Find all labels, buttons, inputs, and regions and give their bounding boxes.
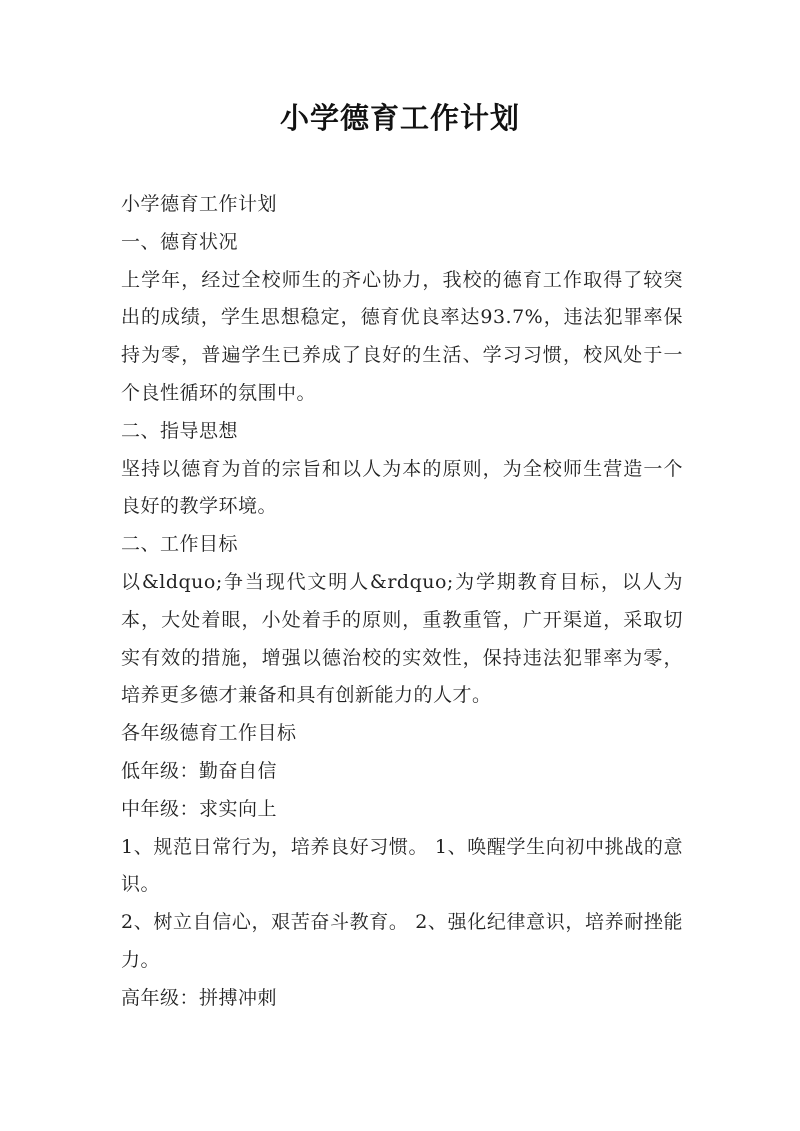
section-heading-status: 一、德育状况 — [121, 230, 239, 253]
paragraph-work-goals: 以&ldquo;争当现代文明人&rdquo;为学期教育目标，以人为本，大处着眼，小处着手的原则，重教重管，广开渠道，采取切实有效的措施，增强以德治校的实效性，保持违法犯罪率为零，培养更多德才兼备和具有创新能力的人才。 — [121, 570, 683, 707]
goal-item-1: 1、规范日常行为，培养良好习惯。 1、唤醒学生向初中挑战的意识。 — [121, 835, 683, 896]
document-body — [121, 186, 683, 1018]
subheading-grade-goals: 各年级德育工作目标 — [121, 722, 297, 745]
paragraph-guiding-thought: 坚持以德育为首的宗旨和以人为本的原则，为全校师生营造一个良好的教学环境。 — [121, 457, 683, 518]
goal-item-2: 2、树立自信心，艰苦奋斗教育。 2、强化纪律意识，培养耐挫能力。 — [121, 911, 683, 971]
grade-goal-middle: 中年级：求实向上 — [121, 797, 278, 820]
section-heading-guiding-thought: 二、指导思想 — [121, 419, 239, 442]
grade-goal-lower: 低年级：勤奋自信 — [121, 759, 278, 782]
paragraph-status: 上学年，经过全校师生的齐心协力，我校的德育工作取得了较突出的成绩，学生思想稳定，德育优良率达93.7%，违法犯罪率保持为零，普遍学生已养成了良好的生活、学习习惯，校风处于一个良性循环的氛围中。 — [121, 268, 683, 404]
section-heading-work-goals: 二、工作目标 — [121, 533, 239, 556]
paragraph-heading-repeat: 小学德育工作计划 — [121, 193, 278, 215]
grade-goal-upper: 高年级：拼搏冲刺 — [121, 986, 278, 1009]
document-title: 小学德育工作计划 — [279, 101, 520, 135]
